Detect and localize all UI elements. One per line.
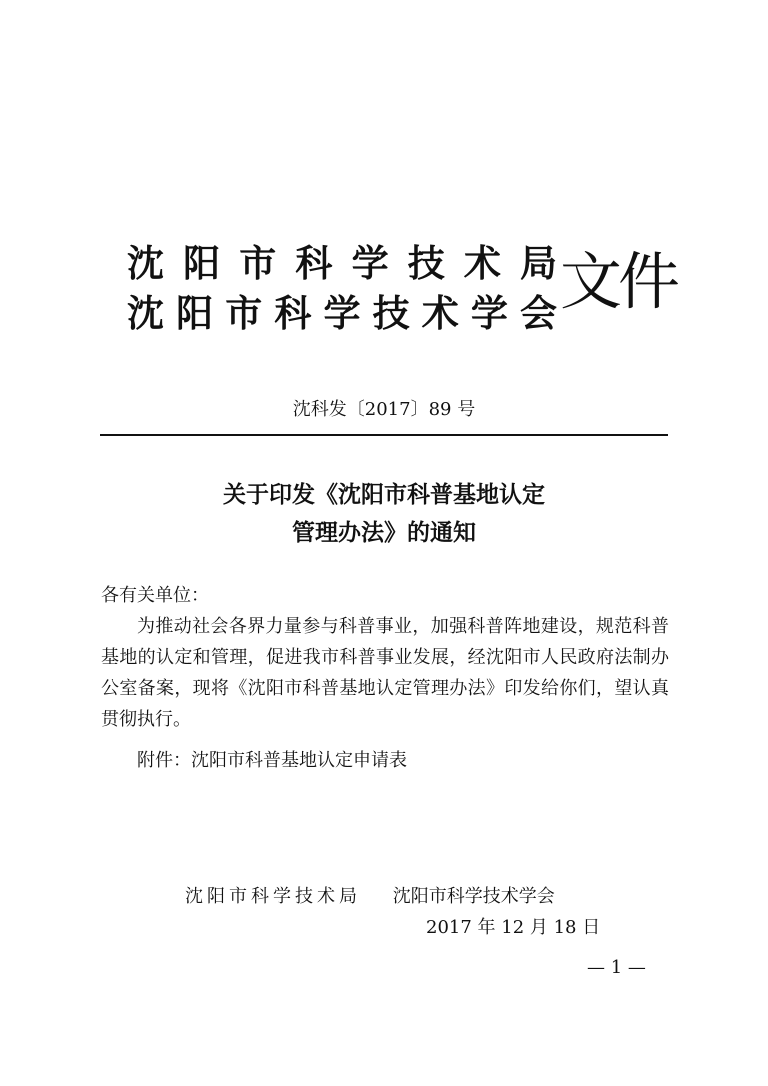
signature-issuers xyxy=(185,884,605,910)
body-paragraph: 为推动社会各界力量参与科普事业，加强科普阵地建设，规范科普基地的认定和管理，促进我市科普事业发展，经沈阳市人民政府法制办公室备案，现将《沈阳市科普基地认定管理办法》印发给你们，望认真贯彻执行。 xyxy=(101,616,669,730)
page-number: — 1 — xyxy=(587,957,646,978)
signer-association: 沈阳市科学技术学会 xyxy=(392,886,555,907)
document-type-label: 文件 xyxy=(560,245,677,318)
notice-title xyxy=(0,476,768,552)
issuer-name-association: 沈 阳 市 科 学 技 术 学 会 xyxy=(127,292,557,335)
attachment-note: 附件：沈阳市科普基地认定申请表 xyxy=(137,750,407,771)
notice-title-line-2: 管理办法》的通知 xyxy=(292,520,476,546)
signer-bureau: 沈阳市科学技术局 xyxy=(185,886,361,907)
salutation: 各有关单位： xyxy=(101,585,209,606)
notice-title-line-1: 关于印发《沈阳市科普基地认定 xyxy=(223,482,545,508)
header-divider xyxy=(100,434,668,436)
document-header xyxy=(0,0,768,340)
document-number: 沈科发〔2017〕89 号 xyxy=(292,399,476,420)
issue-date: 2017 年 12 月 18 日 xyxy=(426,917,601,938)
issuer-name-bureau: 沈 阳 市 科 学 技 术 局 xyxy=(127,242,557,285)
